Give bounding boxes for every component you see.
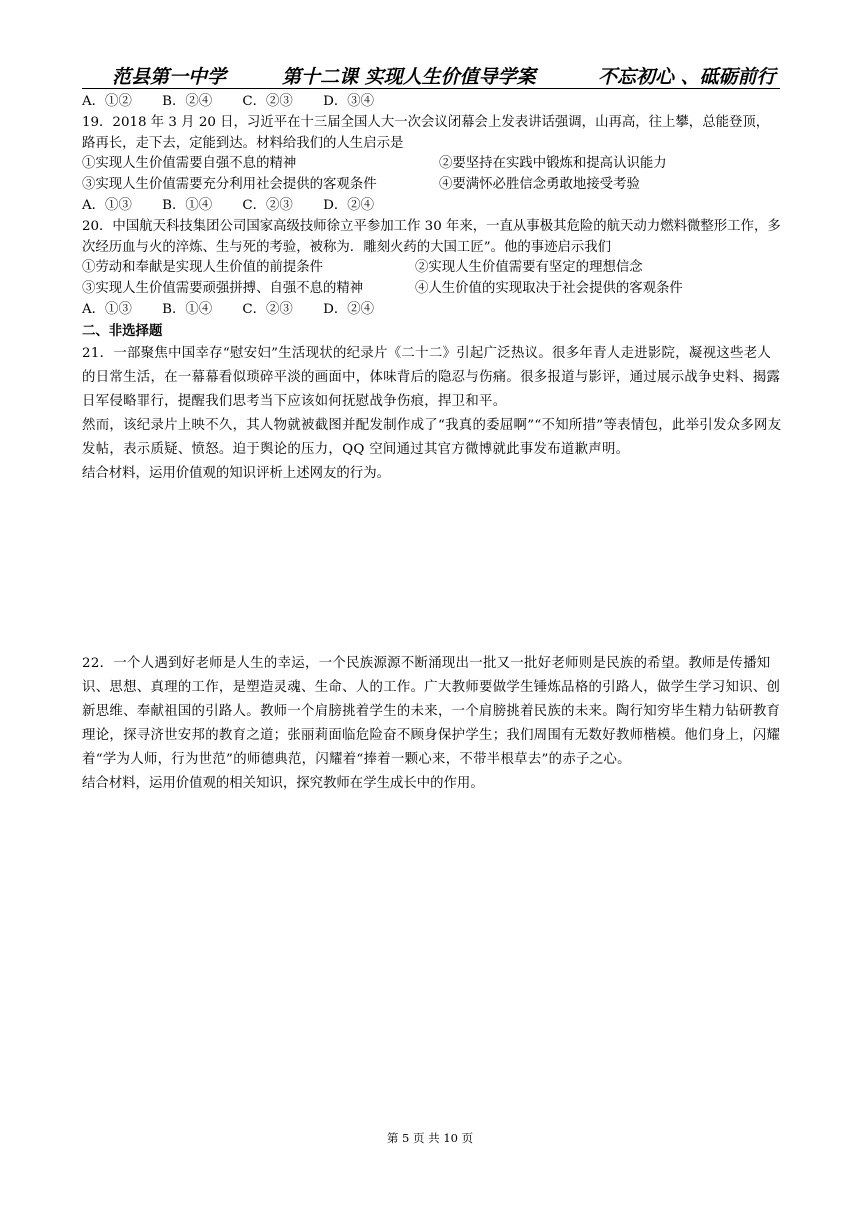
- q22-material: 22．一个人遇到好老师是人生的幸运，一个民族源源不断涌现出一批又一批好老师则是民族的希望。教师是传播知识、思想、真理的工作，是塑造灵魂、生命、人的工作。广大教师要做学生锤炼品格的引路人，做学生学习知识、创新思维、奉献祖国的引路人。教师一个肩膀挑着学生的未来，一个肩膀挑着民族的未来。陶行知穷毕生精力钻研教育理论，探寻济世安邦的教育之道；张丽莉面临危险奋不顾身保护学生；我们周围有无数好教师楷模。他们身上，闪耀着“学为人师，行为世范”的师德典范，闪耀着“捧着一颗心来，不带半根草去”的赤子之心。: [82, 655, 781, 767]
- q19-item-4: ④要满怀必胜信念勇敢地接受考验: [439, 177, 640, 193]
- q19-option-a: A．①③: [82, 197, 132, 213]
- q20-item-2: ②实现人生价值需要有坚定的理想信念: [415, 260, 643, 276]
- q18-option-a: A．①②: [82, 94, 132, 109]
- header-lesson: 第十二课 实现人生价值导学案: [282, 66, 536, 88]
- q21-material-para1: 21．一部聚焦中国幸存“慰安妇”生活现状的纪录片《二十二》引起广泛热议。很多年青人走进影院，凝视这些老人的日常生活，在一幕幕看似琐碎平淡的画面中，体味背后的隐忍与伤痛。很多报道与影评，通过展示战争史料、揭露日军侵略罪行，提醒我们思考当下应该如何抚慰战争伤痕，捍卫和平。: [82, 345, 781, 409]
- q19-item-1: ①实现人生价值需要自强不息的精神: [82, 156, 297, 172]
- q18-options: [82, 92, 782, 113]
- q19-option-c: C．②③: [242, 197, 293, 213]
- page-header: [82, 58, 780, 89]
- q20-option-d: D．②④: [323, 301, 374, 317]
- q21-material-para2: 然而，该纪录片上映不久，其人物就被截图并配发制作成了“我真的委屈啊”“不知所措”等表情包，此举引发众多网友发帖，表示质疑、愤怒。迫于舆论的压力，QQ 空间通过其官方微博就此事发布道歉声明。: [82, 417, 782, 457]
- q19-options: [82, 196, 782, 217]
- section-2-title: 二、非选择题: [82, 322, 163, 339]
- page-content: [82, 92, 782, 796]
- page-footer: 第 5 页 共 10 页: [386, 1131, 474, 1145]
- q18-option-c: C．②③: [242, 94, 293, 109]
- q19-option-d: D．②④: [323, 197, 374, 213]
- q21-task: 结合材料，运用价值观的知识评析上述网友的行为。: [82, 465, 390, 481]
- header-school: 范县第一中学: [112, 66, 227, 88]
- q19-stem: 19．2018 年 3 月 20 日，习近平在十三届全国人大一次会议闭幕会上发表讲话强调，山再高，往上攀，总能登顶，路再长，走下去，定能到达。材料给我们的人生启示是: [82, 114, 770, 151]
- q19-item-2: ②要坚持在实践中锻炼和提高认识能力: [439, 156, 667, 172]
- q20-item-1: ①劳动和奉献是实现人生价值的前提条件: [82, 260, 324, 276]
- q20-items-row2: [82, 279, 782, 300]
- q22-task: 结合材料，运用价值观的相关知识，探究教师在学生成长中的作用。: [82, 775, 484, 791]
- q20-options: [82, 300, 782, 321]
- q20-stem: 20．中国航天科技集团公司国家高级技师徐立平参加工作 30 年来，一直从事极其危险的航天动力燃料微整形工作，多次经历血与火的淬炼、生与死的考验，被称为．雕刻火药的大国工匠”。他的事迹启示我们: [82, 218, 781, 255]
- q18-option-d: D．③④: [323, 94, 374, 109]
- q20-option-b: B．①④: [162, 301, 213, 317]
- q19-items-row1: [82, 154, 782, 175]
- answer-space-q21: [82, 486, 782, 652]
- header-motto: 不忘初心 、砥砺前行: [598, 66, 776, 88]
- q19-item-3: ③实现人生价值需要充分利用社会提供的客观条件: [82, 177, 377, 193]
- q20-items-row1: [82, 258, 782, 279]
- q19-items-row2: [82, 175, 782, 196]
- q20-item-3: ③实现人生价值需要顽强拼搏、自强不息的精神: [82, 281, 364, 297]
- q20-item-4: ④人生价值的实现取决于社会提供的客观条件: [415, 281, 683, 297]
- q20-option-c: C．②③: [242, 301, 293, 317]
- q19-option-b: B．①④: [162, 197, 213, 213]
- q18-option-b: B．②④: [162, 94, 213, 109]
- q20-option-a: A．①③: [82, 301, 132, 317]
